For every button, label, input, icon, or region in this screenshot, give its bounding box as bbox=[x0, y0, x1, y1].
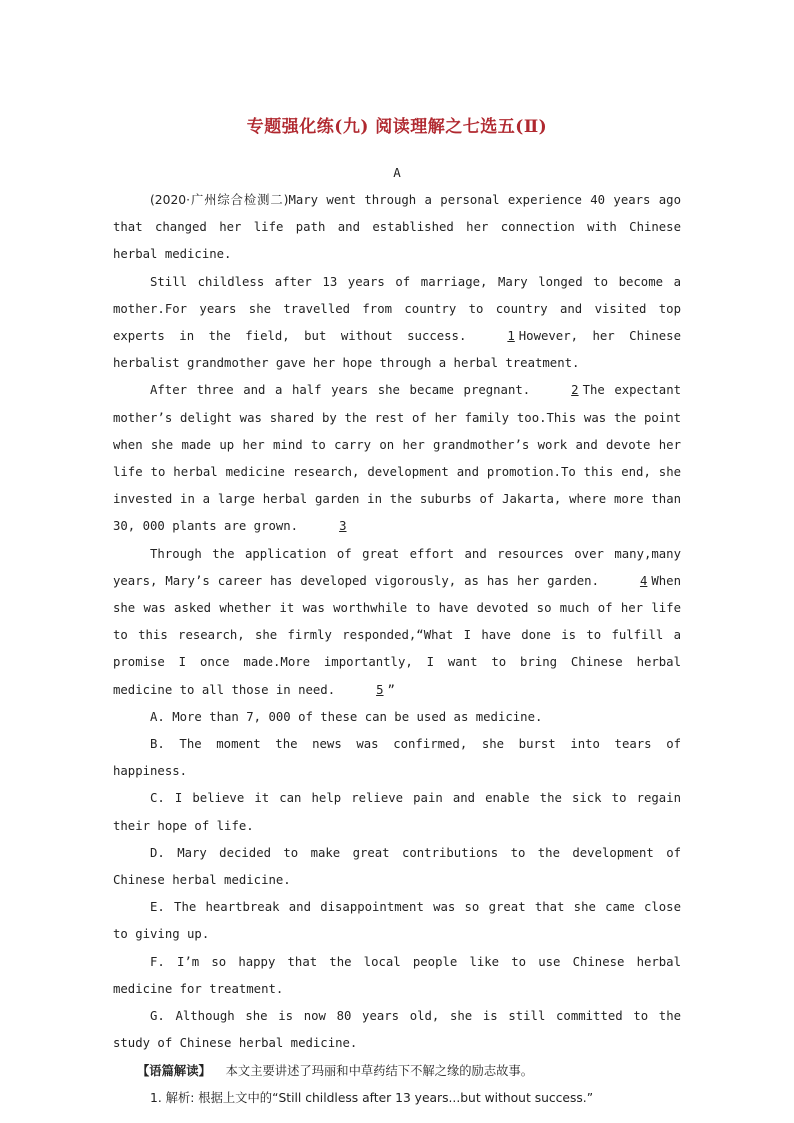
analysis-item-text: 1. 解析: 根据上文中的“Still childless after 13 years...but without success.” bbox=[150, 1090, 594, 1105]
document-page bbox=[113, 112, 681, 1112]
page-title: 专题强化练(九) 阅读理解之七选五(Ⅱ) bbox=[246, 117, 548, 137]
blank-1[interactable]: 1 bbox=[507, 329, 515, 344]
blank-5[interactable]: 5 bbox=[376, 682, 384, 697]
blank-4[interactable]: 4 bbox=[639, 573, 648, 588]
passage-paragraph-2 bbox=[113, 269, 681, 378]
option-a: A. More than 7, 000 of these can be used as medicine. bbox=[150, 709, 543, 724]
analysis-summary bbox=[113, 1058, 681, 1085]
paragraph-text: Mary went through a personal experience 40 years ago that changed her life path and established her connection with Chinese herbal medicine. bbox=[113, 193, 681, 262]
paragraph-text: However, her Chinese herbalist grandmother gave her hope through a herbal treatment. bbox=[113, 329, 681, 371]
closing-quote: ” bbox=[387, 682, 395, 697]
paragraph-text: Still childless after 13 years of marriage, Mary longed to become a mother.For years she travelled from country to country and visited top experts in the field, but without success. bbox=[113, 274, 681, 344]
analysis-text: 本文主要讲述了玛丽和中草药结下不解之缘的励志故事。 bbox=[225, 1063, 534, 1078]
paragraph-text: When she was asked whether it was worthwhile to have devoted so much of her life to this research, she firmly responded,“What I have done is to fulfill a promise I once made.More importantly, I want to bring Chinese herbal medicine to all those in need. bbox=[113, 573, 681, 697]
paragraph-text: Through the application of great effort and resources over many,many years, Mary’s career has developed vigorously, as has her garden. bbox=[113, 546, 681, 588]
option-d: D. Mary decided to make great contributions to the development of Chinese herbal medicine. bbox=[113, 845, 681, 888]
option-b: B. The moment the news was confirmed, she burst into tears of happiness. bbox=[113, 737, 681, 779]
blank-2[interactable]: 2 bbox=[571, 383, 579, 398]
paragraph-text: The expectant mother’s delight was shared by the rest of her family too.This was the point when she made up her mind to carry on her grandmother’s work and devote her life to herbal medicine research, development and promotion.To this end, she invested in a large herbal garden in the suburbs of Jakarta, where more than 30, 000 plants are grown. bbox=[113, 383, 681, 534]
passage-paragraph-4 bbox=[113, 541, 681, 704]
analysis-tag: 【语篇解读】 bbox=[137, 1063, 211, 1078]
passage-paragraph-3 bbox=[113, 377, 681, 540]
option-f: F. I’m so happy that the local people like to use Chinese herbal medicine for treatment. bbox=[113, 954, 681, 996]
option-g: G. Although she is now 80 years old, she is still committed to the study of Chinese herbal medicine. bbox=[113, 1009, 681, 1051]
section-label: A bbox=[393, 165, 401, 180]
option-e: E. The heartbreak and disappointment was so great that she came close to giving up. bbox=[113, 900, 681, 942]
source-note: (2020·广州综合检测二) bbox=[150, 193, 289, 207]
paragraph-text: After three and a half years she became pregnant. bbox=[150, 383, 531, 398]
analysis-item-1 bbox=[113, 1085, 681, 1112]
option-c: C. I believe it can help relieve pain and enable the sick to regain their hope of life. bbox=[113, 791, 681, 833]
blank-3[interactable]: 3 bbox=[339, 519, 347, 534]
passage-paragraph-1 bbox=[113, 187, 681, 269]
